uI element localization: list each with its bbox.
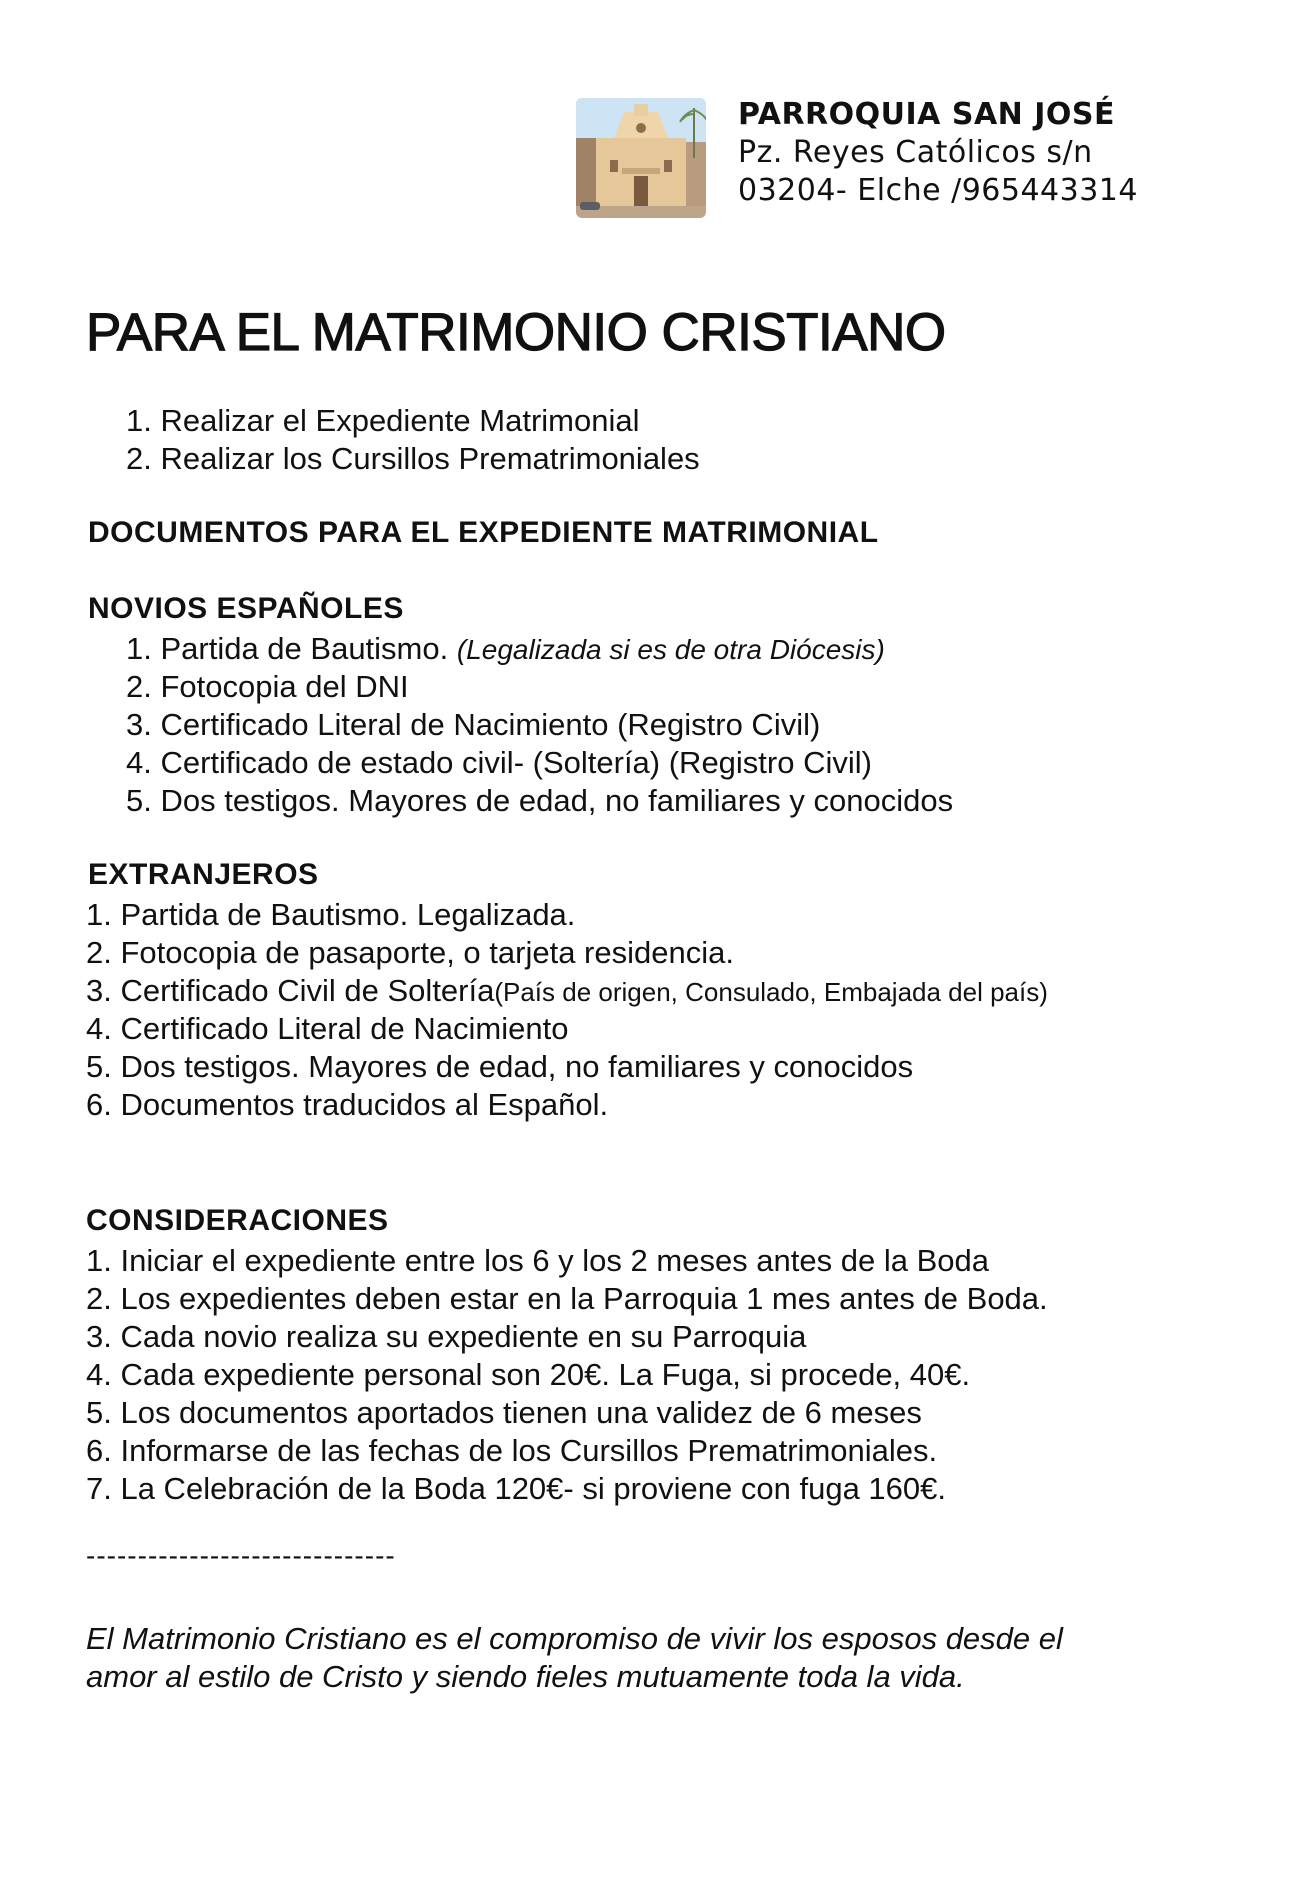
spanish-heading: NOVIOS ESPAÑOLES: [88, 592, 404, 625]
list-item-text: 1. Partida de Bautismo.: [126, 631, 457, 666]
closing-quote: [86, 1620, 1063, 1696]
parish-info: [738, 96, 1138, 210]
considerations-list: [86, 1242, 1048, 1508]
closing-line: El Matrimonio Cristiano es el compromiso de vivir los esposos desde el: [86, 1621, 1063, 1656]
dashed-separator: ------------------------------: [86, 1540, 396, 1571]
parish-address: Pz. Reyes Católicos s/n: [738, 135, 1093, 170]
list-item: 2. Los expedientes deben estar en la Parroquia 1 mes antes de Boda.: [86, 1281, 1048, 1316]
list-item: 1. Iniciar el expediente entre los 6 y los 2 meses antes de la Boda: [86, 1243, 989, 1278]
list-item: 6. Informarse de las fechas de los Cursillos Prematrimoniales.: [86, 1433, 938, 1468]
list-item: 5. Los documentos aportados tienen una validez de 6 meses: [86, 1395, 922, 1430]
steps-list: [126, 402, 700, 478]
parish-header: [576, 96, 1196, 222]
origin-note: (País de origen, Consulado, Embajada del país): [494, 977, 1048, 1007]
foreigners-heading: EXTRANJEROS: [88, 858, 319, 891]
foreigners-documents-list: [86, 896, 1048, 1124]
legalization-note: (Legalizada si es de otra Diócesis): [456, 634, 885, 665]
church-photo: [576, 98, 706, 218]
page-title: PARA EL MATRIMONIO CRISTIANO: [86, 303, 946, 362]
list-item: 5. Dos testigos. Mayores de edad, no familiares y conocidos: [86, 1049, 914, 1084]
list-item: 5. Dos testigos. Mayores de edad, no familiares y conocidos: [126, 783, 954, 818]
list-item: 6. Documentos traducidos al Español.: [86, 1087, 609, 1122]
list-item: 1. Partida de Bautismo. Legalizada.: [86, 897, 576, 932]
list-item: 4. Certificado de estado civil- (Soltería) (Registro Civil): [126, 745, 872, 780]
list-item-text: 3. Certificado Civil de Soltería: [86, 973, 495, 1008]
list-item: 2. Realizar los Cursillos Prematrimoniales: [126, 441, 700, 476]
list-item: 2. Fotocopia del DNI: [126, 669, 409, 704]
closing-line: amor al estilo de Cristo y siendo fieles mutuamente toda la vida.: [86, 1659, 965, 1694]
list-item: 4. Certificado Literal de Nacimiento: [86, 1011, 569, 1046]
documents-heading: DOCUMENTOS PARA EL EXPEDIENTE MATRIMONIAL: [88, 516, 879, 549]
list-item: 4. Cada expediente personal son 20€. La Fuga, si procede, 40€.: [86, 1357, 971, 1392]
list-item: 7. La Celebración de la Boda 120€- si proviene con fuga 160€.: [86, 1471, 946, 1506]
list-item: [126, 630, 953, 668]
list-item: [86, 972, 1048, 1010]
list-item: 1. Realizar el Expediente Matrimonial: [126, 403, 640, 438]
considerations-heading: CONSIDERACIONES: [86, 1204, 389, 1237]
list-item: 3. Cada novio realiza su expediente en su Parroquia: [86, 1319, 807, 1354]
list-item: 2. Fotocopia de pasaporte, o tarjeta residencia.: [86, 935, 734, 970]
spanish-documents-list: [126, 630, 953, 820]
list-item: 3. Certificado Literal de Nacimiento (Registro Civil): [126, 707, 821, 742]
parish-name: PARROQUIA SAN JOSÉ: [738, 97, 1115, 132]
parish-city-phone: 03204- Elche /965443314: [738, 173, 1138, 208]
